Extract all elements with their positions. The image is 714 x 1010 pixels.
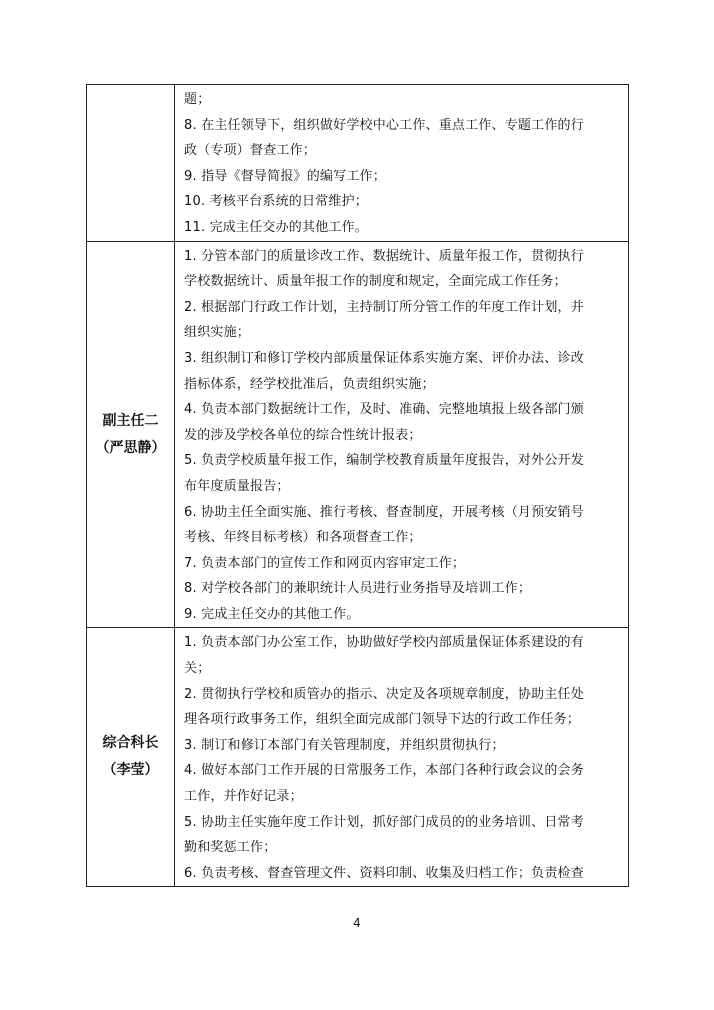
duty-line: 布年度质量报告； — [184, 478, 290, 494]
role-cell — [87, 85, 175, 242]
role-cell — [87, 241, 175, 628]
duty-line: 2. 贯彻执行学校和质管办的指示、决定及各项规章制度，协助主任处 — [184, 686, 584, 702]
duty-line: 政（专项）督查工作； — [184, 143, 317, 159]
duty-line: 11. 完成主任交办的其他工作。 — [184, 219, 369, 235]
duty-line: 4. 负责本部门数据统计工作，及时、准确、完整地填报上级各部门颁 — [184, 402, 584, 418]
role-title: 副主任二 — [102, 412, 159, 429]
duty-line: 题； — [184, 92, 211, 107]
duty-line: 8. 对学校各部门的兼职统计人员进行业务指导及培训工作； — [184, 581, 532, 597]
duty-line: 6. 负责考核、督查管理文件、资料印制、收集及归档工作；负责检查 — [184, 865, 584, 881]
duty-line: 8. 在主任领导下，组织做好学校中心工作、重点工作、专题工作的行 — [184, 117, 584, 133]
duty-line: 6. 协助主任全面实施、推行考核、督查制度，开展考核（月预安销号 — [184, 504, 584, 520]
duty-line: 3. 制订和修订本部门有关管理制度，并组织贯彻执行； — [184, 737, 505, 753]
duty-line: 2. 根据部门行政工作计划，主持制订所分管工作的年度工作计划，并 — [184, 299, 584, 315]
duty-line: 4. 做好本部门工作开展的日常服务工作，本部门各种行政会议的会务 — [184, 763, 584, 779]
duty-line: 理各项行政事务工作，组织全面完成部门领导下达的行政工作任务； — [184, 712, 581, 728]
duty-line: 指标体系，经学校批准后，负责组织实施； — [184, 376, 435, 392]
role-title: 综合科长 — [102, 735, 159, 752]
duty-line: 1. 分管本部门的质量诊改工作、数据统计、质量年报工作，贯彻执行 — [184, 248, 584, 264]
duty-line: 工作，并作好记录； — [184, 789, 303, 805]
role-cell — [87, 628, 175, 887]
duty-line: 5. 协助主任实施年度工作计划，抓好部门成员的的业务培训、日常考 — [184, 814, 584, 830]
duty-line: 组织实施； — [184, 325, 251, 341]
duty-line: 1. 负责本部门办公室工作，协助做好学校内部质量保证体系建设的有 — [184, 635, 584, 651]
duty-line: 关； — [184, 661, 211, 677]
duty-line: 7. 负责本部门的宣传工作和网页内容审定工作； — [184, 555, 466, 571]
duty-cell — [175, 628, 629, 887]
duty-line: 发的涉及学校各单位的综合性统计报表； — [184, 427, 422, 443]
duty-row — [87, 241, 629, 628]
duty-line: 3. 组织制订和修订学校内部质量保证体系实施方案、评价办法、诊改 — [184, 350, 584, 366]
duty-line: 10. 考核平台系统的日常维护； — [184, 194, 369, 210]
duty-line: 考核、年终目标考核）和各项督查工作； — [184, 530, 422, 546]
duty-line: 5. 负责学校质量年报工作，编制学校教育质量年度报告，对外公开发 — [184, 453, 584, 469]
duty-table — [86, 84, 629, 887]
duty-row — [87, 85, 629, 242]
duty-line: 勤和奖惩工作； — [184, 840, 277, 856]
person-name: （李莹） — [102, 762, 159, 779]
page-number: 4 — [353, 916, 361, 930]
duty-line: 9. 指导《督导简报》的编写工作； — [184, 168, 386, 184]
person-name: （严思静） — [95, 439, 166, 456]
duty-line: 9. 完成主任交办的其他工作。 — [184, 606, 360, 622]
duty-row — [87, 628, 629, 887]
duty-cell — [175, 85, 629, 242]
table-body — [87, 85, 629, 887]
duty-line: 学校数据统计、质量年报工作的制度和规定，全面完成工作任务； — [184, 274, 567, 290]
duty-cell — [175, 241, 629, 628]
